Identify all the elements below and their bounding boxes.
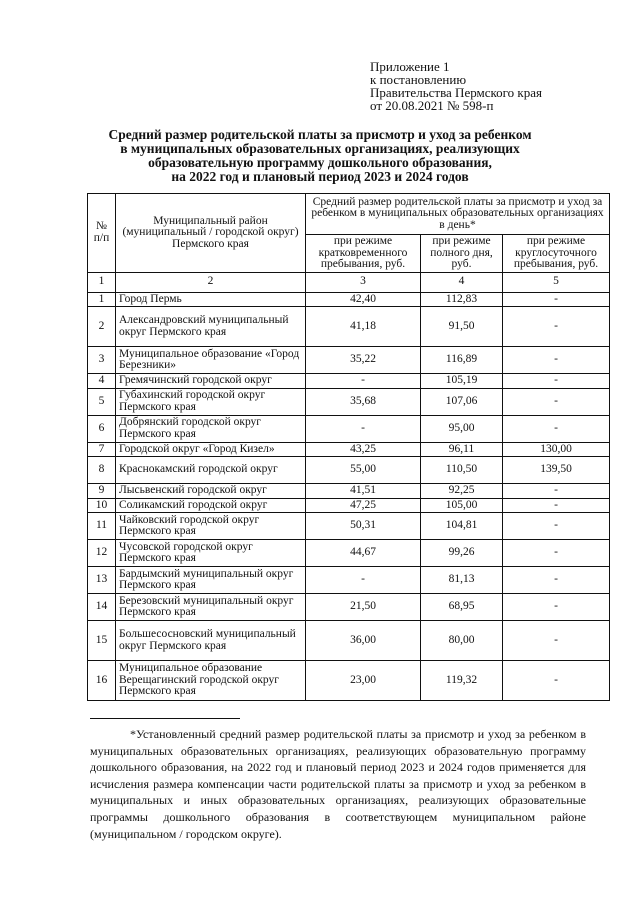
- row-number: 16: [88, 661, 116, 701]
- row-number: 9: [88, 484, 116, 499]
- header-round-the-clock: при режиме круглосуточного пребывания, руб.: [503, 235, 610, 273]
- row-number: 12: [88, 540, 116, 567]
- row-number: 11: [88, 513, 116, 540]
- full-day-fee: 110,50: [421, 457, 503, 484]
- round-the-clock-fee: 139,50: [503, 457, 610, 484]
- row-number: 1: [88, 292, 116, 307]
- header-full-day: при режиме полного дня, руб.: [421, 235, 503, 273]
- short-stay-fee: 44,67: [306, 540, 421, 567]
- short-stay-fee: 41,51: [306, 484, 421, 499]
- row-number: 10: [88, 498, 116, 513]
- title-line-1: Средний размер родительской платы за присмотр и уход за ребенком: [108, 127, 532, 142]
- table-row: [88, 307, 610, 347]
- short-stay-fee: 35,68: [306, 388, 421, 415]
- district-name: Муниципальное образование «Город Березники»: [116, 347, 306, 374]
- district-name: Чайковский городской округ Пермского края: [116, 513, 306, 540]
- document-title: [60, 128, 580, 184]
- round-the-clock-fee: -: [503, 498, 610, 513]
- short-stay-fee: 55,00: [306, 457, 421, 484]
- table-row: [88, 661, 610, 701]
- short-stay-fee: 47,25: [306, 498, 421, 513]
- district-name: Чусовской городской округ Пермского края: [116, 540, 306, 567]
- short-stay-fee: 36,00: [306, 621, 421, 661]
- full-day-fee: 68,95: [421, 594, 503, 621]
- annex-reference: [370, 60, 542, 112]
- full-day-fee: 116,89: [421, 347, 503, 374]
- title-line-4: на 2022 год и плановый период 2023 и 2024 годов: [171, 169, 469, 184]
- table-row: [88, 513, 610, 540]
- full-day-fee: 105,19: [421, 374, 503, 389]
- round-the-clock-fee: -: [503, 388, 610, 415]
- header-district: Муниципальный район (муниципальный / городской округ) Пермского края: [116, 194, 306, 273]
- table-row: [88, 594, 610, 621]
- district-name: Лысьвенский городской округ: [116, 484, 306, 499]
- round-the-clock-fee: -: [503, 594, 610, 621]
- table-row: [88, 415, 610, 442]
- round-the-clock-fee: -: [503, 540, 610, 567]
- full-day-fee: 104,81: [421, 513, 503, 540]
- short-stay-fee: -: [306, 415, 421, 442]
- footnote-text: *Установленный средний размер родительской платы за присмотр и уход за ребенком в муниципальных образовательных организациях, реализующих образовательную программу дошкольного образования, на 2022 год и плановый период 2023 и 2024 годов применяется для исчисления размера компенсации части родительской платы за присмотр и уход за ребенком в муниципальных и иных образовательных организациях, реализующих образовательные программы дошкольного образования в соответствующем муниципальном районе (муниципальном / городском округе).: [90, 727, 586, 841]
- full-day-fee: 107,06: [421, 388, 503, 415]
- round-the-clock-fee: -: [503, 307, 610, 347]
- full-day-fee: 96,11: [421, 442, 503, 457]
- full-day-fee: 112,83: [421, 292, 503, 307]
- short-stay-fee: 23,00: [306, 661, 421, 701]
- round-the-clock-fee: -: [503, 292, 610, 307]
- district-name: Березовский муниципальный округ Пермского края: [116, 594, 306, 621]
- full-day-fee: 105,00: [421, 498, 503, 513]
- annex-line-4: от 20.08.2021 № 598-п: [370, 98, 494, 113]
- table-row: [88, 484, 610, 499]
- short-stay-fee: 50,31: [306, 513, 421, 540]
- row-number: 14: [88, 594, 116, 621]
- district-name: Муниципальное образование Верещагинский городской округ Пермского края: [116, 661, 306, 701]
- row-number: 15: [88, 621, 116, 661]
- round-the-clock-fee: -: [503, 661, 610, 701]
- column-index: 1: [88, 272, 116, 292]
- table-row: [88, 498, 610, 513]
- header-num: № п/п: [88, 194, 116, 273]
- full-day-fee: 81,13: [421, 567, 503, 594]
- full-day-fee: 80,00: [421, 621, 503, 661]
- district-name: Большесосновский муниципальный округ Пермского края: [116, 621, 306, 661]
- table-row: [88, 442, 610, 457]
- row-number: 8: [88, 457, 116, 484]
- district-name: Соликамский городской округ: [116, 498, 306, 513]
- district-name: Гремячинский городской округ: [116, 374, 306, 389]
- round-the-clock-fee: -: [503, 374, 610, 389]
- round-the-clock-fee: -: [503, 621, 610, 661]
- district-name: Александровский муниципальный округ Пермского края: [116, 307, 306, 347]
- short-stay-fee: -: [306, 374, 421, 389]
- table-row: [88, 388, 610, 415]
- district-name: Бардымский муниципальный округ Пермского края: [116, 567, 306, 594]
- row-number: 5: [88, 388, 116, 415]
- row-number: 4: [88, 374, 116, 389]
- table-row: [88, 567, 610, 594]
- table-row: [88, 347, 610, 374]
- header-fee-group: Средний размер родительской платы за присмотр и уход за ребенком в муниципальных образовательных организациях в день*: [306, 194, 610, 235]
- district-name: Губахинский городской округ Пермского края: [116, 388, 306, 415]
- column-index: 3: [306, 272, 421, 292]
- table-row: [88, 457, 610, 484]
- round-the-clock-fee: -: [503, 567, 610, 594]
- full-day-fee: 92,25: [421, 484, 503, 499]
- table-row: [88, 292, 610, 307]
- short-stay-fee: 42,40: [306, 292, 421, 307]
- column-index-row: [88, 272, 610, 292]
- table-row: [88, 374, 610, 389]
- round-the-clock-fee: 130,00: [503, 442, 610, 457]
- table-row: [88, 540, 610, 567]
- row-number: 2: [88, 307, 116, 347]
- district-name: Город Пермь: [116, 292, 306, 307]
- round-the-clock-fee: -: [503, 415, 610, 442]
- round-the-clock-fee: -: [503, 513, 610, 540]
- column-index: 2: [116, 272, 306, 292]
- row-number: 13: [88, 567, 116, 594]
- short-stay-fee: 35,22: [306, 347, 421, 374]
- full-day-fee: 99,26: [421, 540, 503, 567]
- row-number: 7: [88, 442, 116, 457]
- short-stay-fee: 21,50: [306, 594, 421, 621]
- district-name: Добрянский городской округ Пермского края: [116, 415, 306, 442]
- table-header-row: [88, 194, 610, 235]
- round-the-clock-fee: -: [503, 484, 610, 499]
- table-row: [88, 621, 610, 661]
- short-stay-fee: 43,25: [306, 442, 421, 457]
- title-line-2: в муниципальных образовательных организациях, реализующих: [120, 141, 520, 156]
- full-day-fee: 91,50: [421, 307, 503, 347]
- annex-line-2: к постановлению: [370, 72, 467, 87]
- district-name: Краснокамский городской округ: [116, 457, 306, 484]
- full-day-fee: 119,32: [421, 661, 503, 701]
- annex-line-1: Приложение 1: [370, 59, 450, 74]
- district-name: Городской округ «Город Кизел»: [116, 442, 306, 457]
- short-stay-fee: -: [306, 567, 421, 594]
- short-stay-fee: 41,18: [306, 307, 421, 347]
- header-short-stay: при режиме кратковременного пребывания, руб.: [306, 235, 421, 273]
- row-number: 6: [88, 415, 116, 442]
- row-number: 3: [88, 347, 116, 374]
- column-index: 4: [421, 272, 503, 292]
- title-line-3: образовательную программу дошкольного образования,: [148, 155, 492, 170]
- annex-line-3: Правительства Пермского края: [370, 85, 542, 100]
- full-day-fee: 95,00: [421, 415, 503, 442]
- round-the-clock-fee: -: [503, 347, 610, 374]
- column-index: 5: [503, 272, 610, 292]
- footnote-divider: [90, 718, 240, 719]
- fee-table: [87, 193, 610, 701]
